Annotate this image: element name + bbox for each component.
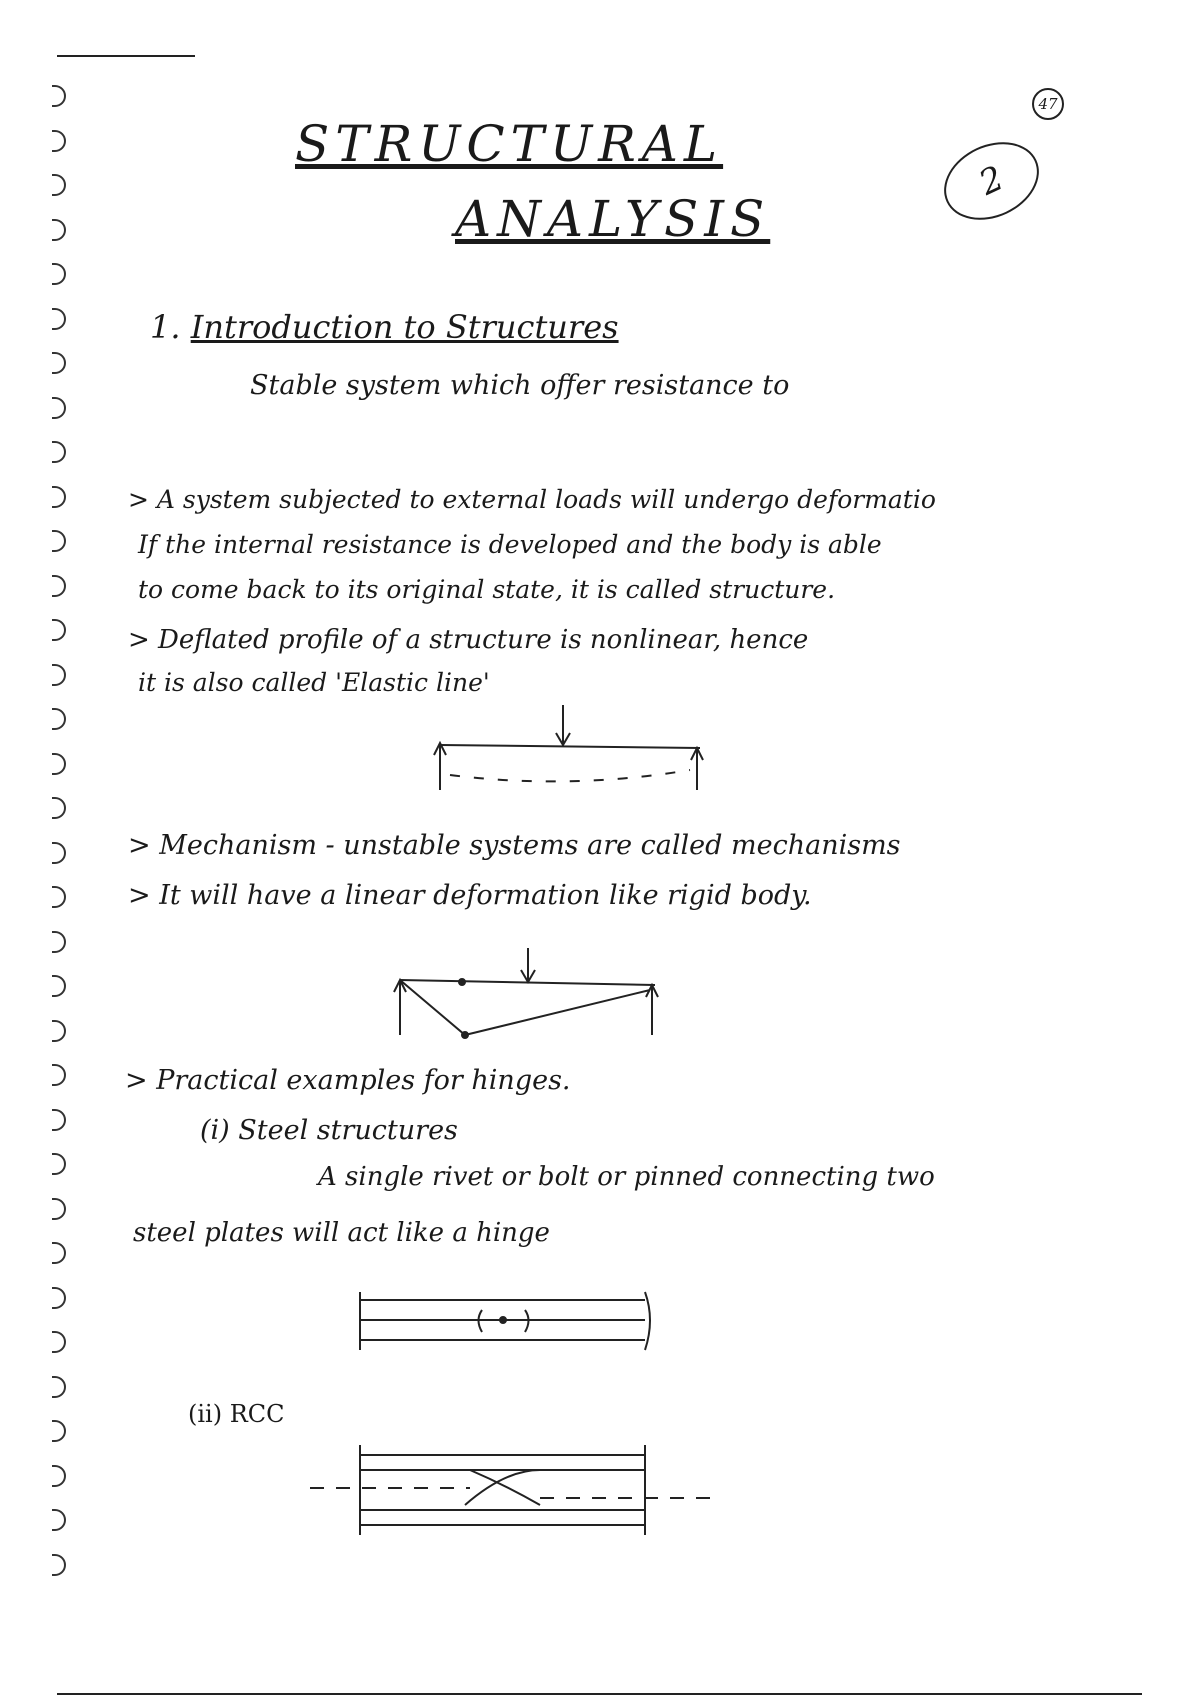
title-line-1: STRUCTURAL bbox=[295, 115, 724, 173]
text-line-6: it is also called 'Elastic line' bbox=[138, 668, 490, 697]
sheet-number: 2 bbox=[931, 127, 1051, 234]
title-line-2: ANALYSIS bbox=[455, 190, 771, 248]
page-number: 47 bbox=[1032, 88, 1064, 120]
text-line-1: Stable system which offer resistance to bbox=[250, 370, 790, 401]
text-line-2: > A system subjected to external loads will undergo deformatio bbox=[128, 485, 936, 514]
text-line-8: > It will have a linear deformation like rigid body. bbox=[128, 880, 812, 911]
text-line-11: A single rivet or bolt or pinned connecting two bbox=[318, 1162, 935, 1192]
text-line-13: (ii) RCC bbox=[188, 1400, 285, 1428]
text-line-3: If the internal resistance is developed and the body is able bbox=[138, 530, 882, 559]
section-number: 1. bbox=[150, 308, 181, 346]
section-title: Introduction to Structures bbox=[190, 308, 619, 346]
text-line-4: to come back to its original state, it is called structure. bbox=[138, 575, 836, 604]
rcc-sketch bbox=[310, 1445, 715, 1535]
text-line-12: steel plates will act like a hinge bbox=[133, 1218, 550, 1248]
mechanism-sketch bbox=[394, 948, 658, 1038]
beam-deflection-sketch bbox=[434, 705, 703, 790]
text-line-10: (i) Steel structures bbox=[200, 1115, 458, 1146]
steel-hinge-sketch bbox=[360, 1292, 650, 1350]
text-line-7: > Mechanism - unstable systems are called mechanisms bbox=[128, 830, 901, 861]
text-line-9: > Practical examples for hinges. bbox=[125, 1065, 571, 1096]
text-line-5: > Deflated profile of a structure is nonlinear, hence bbox=[128, 625, 809, 655]
